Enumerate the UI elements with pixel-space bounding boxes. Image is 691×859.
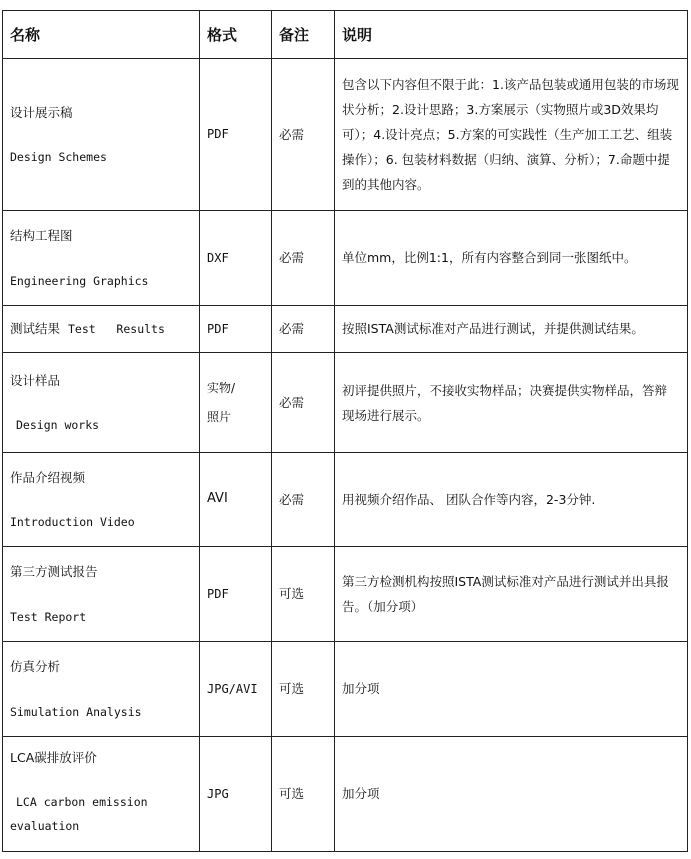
header-name: 名称 (3, 11, 200, 59)
table-row (3, 211, 688, 306)
deliverables-table (2, 10, 688, 852)
format-line: 实物/ (207, 380, 236, 395)
name-zh: 第三方测试报告 (10, 564, 98, 579)
format-cell: JPG/AVI (200, 642, 272, 737)
description-cell: 加分项 (335, 737, 688, 852)
name-zh: 测试结果 (10, 321, 61, 337)
description-cell: 初评提供照片，不接收实物样品；决赛提供实物样品，答辩现场进行展示。 (335, 353, 688, 453)
name-cell (3, 211, 200, 306)
name-en: LCA carbon emission (16, 794, 148, 809)
name-en: evaluation (10, 818, 80, 833)
remark-cell: 必需 (272, 353, 335, 453)
table-row (3, 547, 688, 642)
name-cell (3, 737, 200, 852)
header-format: 格式 (200, 11, 272, 59)
format-cell: DXF (200, 211, 272, 306)
name-zh: 仿真分析 (10, 659, 61, 674)
format-cell: PDF (200, 59, 272, 211)
description-cell: 包含以下内容但不限于此：1.该产品包装或通用包装的市场现状分析；2.设计思路；3.方案展示（实物照片或3D效果均可）；4.设计亮点；5.方案的可实践性（生产加工工艺、组装操作）；6. 包装材料数据（归纳、演算、分析）；7.命题中提到的其他内容。 (335, 59, 688, 211)
name-zh: LCA碳排放评价 (10, 750, 97, 766)
name-en: Engineering Graphics (10, 273, 149, 288)
name-zh: 设计展示稿 (10, 104, 73, 120)
format-cell: AVI (200, 453, 272, 547)
format-line: 照片 (207, 409, 232, 424)
name-cell (3, 642, 200, 737)
name-en: Test Results (67, 322, 165, 337)
format-cell: PDF (200, 306, 272, 353)
description-cell: 按照ISTA测试标准对产品进行测试，并提供测试结果。 (335, 306, 688, 353)
table-row (3, 59, 688, 211)
name-cell (3, 306, 200, 353)
table-row (3, 353, 688, 453)
name-cell (3, 59, 200, 211)
description-cell: 第三方检测机构按照ISTA测试标准对产品进行测试并出具报告。（加分项） (335, 547, 688, 642)
remark-cell: 必需 (272, 211, 335, 306)
table-row (3, 642, 688, 737)
remark-cell: 可选 (272, 642, 335, 737)
remark-cell: 必需 (272, 59, 335, 211)
remark-cell: 可选 (272, 547, 335, 642)
table-row (3, 306, 688, 353)
name-cell (3, 547, 200, 642)
description-cell: 用视频介绍作品、 团队合作等内容，2-3分钟. (335, 453, 688, 547)
name-cell (3, 353, 200, 453)
name-zh: 作品介绍视频 (10, 469, 86, 485)
format-cell (200, 353, 272, 453)
description-cell: 加分项 (335, 642, 688, 737)
remark-cell: 必需 (272, 453, 335, 547)
name-zh: 结构工程图 (10, 228, 73, 243)
name-en: Introduction Video (10, 515, 135, 530)
remark-cell: 可选 (272, 737, 335, 852)
description-cell: 单位mm，比例1:1，所有内容整合到同一张图纸中。 (335, 211, 688, 306)
format-cell: PDF (200, 547, 272, 642)
name-en: Test Report (10, 609, 87, 624)
table-row (3, 453, 688, 547)
table-header-row (3, 11, 688, 59)
name-en: Design works (16, 418, 100, 433)
format-cell: JPG (200, 737, 272, 852)
header-description: 说明 (335, 11, 688, 59)
name-cell (3, 453, 200, 547)
table-row (3, 737, 688, 852)
header-remark: 备注 (272, 11, 335, 59)
name-zh: 设计样品 (10, 372, 61, 388)
remark-cell: 必需 (272, 306, 335, 353)
name-en: Design Schemes (10, 150, 107, 165)
name-en: Simulation Analysis (10, 704, 142, 719)
